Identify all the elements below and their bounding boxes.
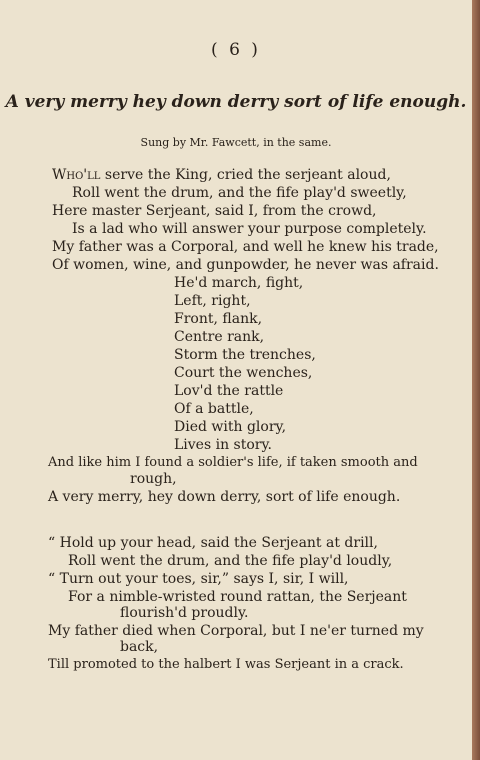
verse-line	[52, 167, 391, 183]
verse-line: Lives in story.	[174, 437, 272, 453]
verse-line: Till promoted to the halbert I was Serjeant in a crack.	[48, 657, 404, 672]
page-edge	[472, 0, 480, 760]
verse-line: He'd march, fight,	[174, 275, 304, 291]
verse-line: “ Turn out your toes, sir,” says I, sir, I will,	[48, 571, 349, 587]
verse-line: A very merry, hey down derry, sort of life enough.	[48, 489, 401, 505]
verse-line: Of women, wine, and gunpowder, he never was afraid.	[52, 257, 439, 273]
verse-line: Court the wenches,	[174, 365, 313, 381]
verse-line: Left, right,	[174, 293, 251, 309]
verse-line: Died with glory,	[174, 419, 287, 435]
verse-line: flourish'd proudly.	[120, 605, 249, 621]
verse-line: Here master Serjeant, said I, from the crowd,	[52, 203, 377, 219]
verse-line: My father died when Corporal, but I ne'er turned my	[48, 623, 424, 639]
verse-line: And like him I found a soldier's life, if taken smooth and	[48, 455, 418, 470]
verse-line: back,	[120, 639, 159, 655]
verse-line: My father was a Corporal, and well he knew his trade,	[52, 239, 439, 255]
verse-line: Lov'd the rattle	[174, 383, 284, 399]
song-subtitle: Sung by Mr. Fawcett, in the same.	[140, 136, 332, 149]
verse-line: Roll went the drum, and the fife play'd loudly,	[68, 553, 393, 569]
verse-line: Of a battle,	[174, 401, 254, 417]
song-title: A very merry hey down derry sort of life enough.	[5, 92, 467, 112]
verse-line: rough,	[130, 471, 177, 487]
verse-line: “ Hold up your head, said the Serjeant at drill,	[48, 535, 378, 551]
verse-line: Is a lad who will answer your purpose completely.	[72, 221, 427, 237]
verse-line: Front, flank,	[174, 311, 263, 327]
verse-first-word: Who'll	[52, 167, 101, 183]
verse-line: Storm the trenches,	[174, 347, 316, 363]
verse-line: Centre rank,	[174, 329, 265, 345]
verse-line: Roll went the drum, and the fife play'd sweetly,	[72, 185, 407, 201]
verse-line: For a nimble-wristed round rattan, the Serjeant	[68, 589, 407, 605]
page-number: ( 6 )	[211, 40, 261, 60]
verse-line-text: serve the King, cried the serjeant aloud,	[100, 167, 391, 183]
